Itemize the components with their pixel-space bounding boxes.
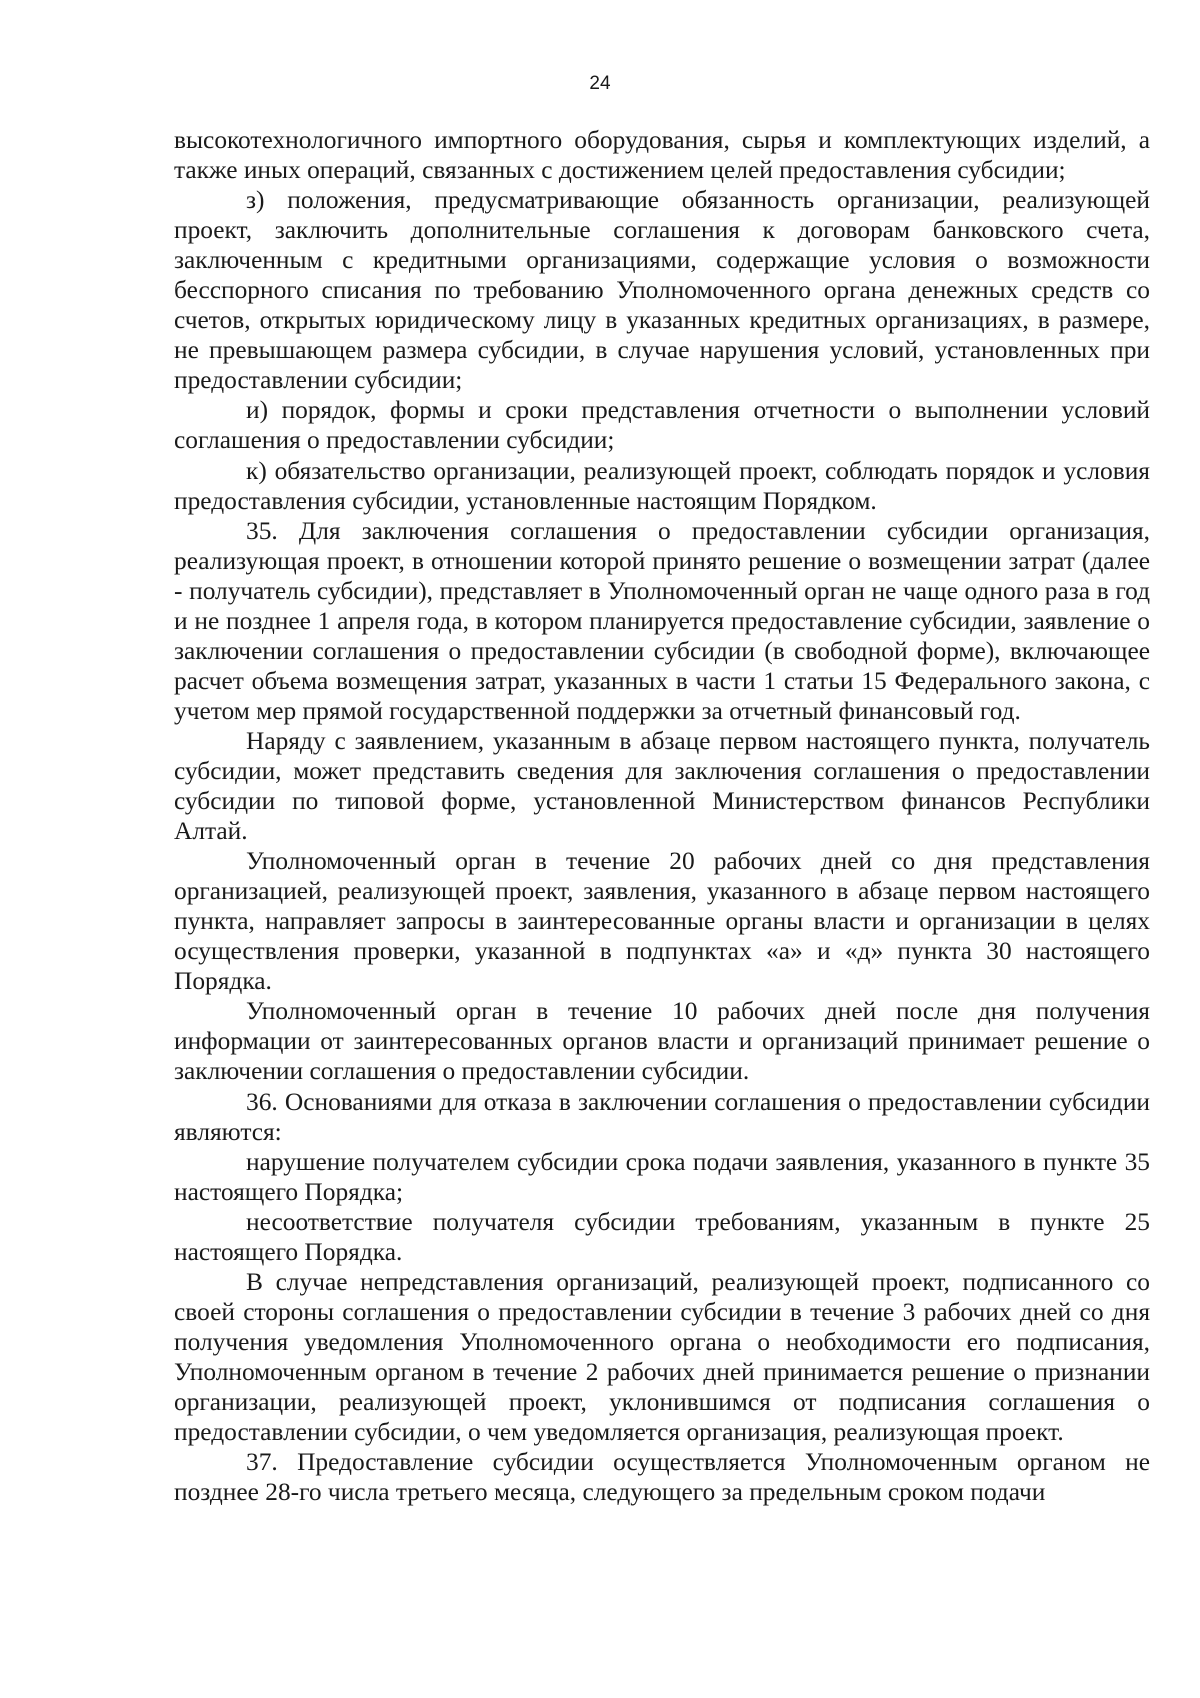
paragraph: Уполномоченный орган в течение 20 рабочих дней со дня представления организацией, реализующей проект, заявления, указанного в абзаце первом настоящего пункта, направляет запросы в заинтересованные органы власти и организации в целях осуществления проверки, указанной в подпунктах «а» и «д» пункта 30 настоящего Порядка. [174, 847, 1150, 996]
paragraph: и) порядок, формы и сроки представления отчетности о выполнении условий соглашения о предоставлении субсидии; [174, 396, 1150, 455]
paragraph: 36. Основаниями для отказа в заключении соглашения о предоставлении субсидии являются: [174, 1087, 1150, 1146]
paragraph: нарушение получателем субсидии срока подачи заявления, указанного в пункте 35 настоящего Порядка; [174, 1147, 1150, 1206]
paragraph: 37. Предоставление субсидии осуществляется Уполномоченным органом не позднее 28-го числа третьего месяца, следующего за предельным сроком подачи [174, 1448, 1150, 1507]
paragraph: к) обязательство организации, реализующей проект, соблюдать порядок и условия предоставления субсидии, установленные настоящим Порядком. [174, 456, 1150, 515]
paragraph: несоответствие получателя субсидии требованиям, указанным в пункте 25 настоящего Порядка. [174, 1207, 1150, 1266]
paragraph: высокотехнологичного импортного оборудования, сырья и комплектующих изделий, а также иных операций, связанных с достижением целей предоставления субсидии; [174, 126, 1150, 185]
document-body [174, 125, 1150, 1507]
page-number: 24 [589, 73, 611, 94]
paragraph: Уполномоченный орган в течение 10 рабочих дней после дня получения информации от заинтересованных органов власти и организаций принимает решение о заключении соглашения о предоставлении субсидии. [174, 997, 1150, 1086]
paragraph: В случае непредставления организаций, реализующей проект, подписанного со своей стороны соглашения о предоставлении субсидии в течение 3 рабочих дней со дня получения уведомления Уполномоченного органа о необходимости его подписания, Уполномоченным органом в течение 2 рабочих дней принимается решение о признании организации, реализующей проект, уклонившимся от подписания соглашения о предоставлении субсидии, о чем уведомляется организация, реализующая проект. [174, 1267, 1150, 1447]
paragraph: 35. Для заключения соглашения о предоставлении субсидии организация, реализующая проект, в отношении которой принято решение о возмещении затрат (далее - получатель субсидии), представляет в Уполномоченный орган не чаще одного раза в год и не позднее 1 апреля года, в котором планируется предоставление субсидии, заявление о заключении соглашения о предоставлении субсидии (в свободной форме), включающее расчет объема возмещения затрат, указанных в части 1 статьи 15 Федерального закона, с учетом мер прямой государственной поддержки за отчетный финансовый год. [174, 516, 1150, 725]
paragraph: з) положения, предусматривающие обязанность организации, реализующей проект, заключить дополнительные соглашения к договорам банковского счета, заключенным с кредитными организациями, содержащие условия о возможности бесспорного списания по требованию Уполномоченного органа денежных средств со счетов, открытых юридическому лицу в указанных кредитных организациях, в размере, не превышающем размера субсидии, в случае нарушения условий, установленных при предоставлении субсидии; [174, 186, 1150, 395]
paragraph: Наряду с заявлением, указанным в абзаце первом настоящего пункта, получатель субсидии, может представить сведения для заключения соглашения о предоставлении субсидии по типовой форме, установленной Министерством финансов Республики Алтай. [174, 726, 1150, 846]
